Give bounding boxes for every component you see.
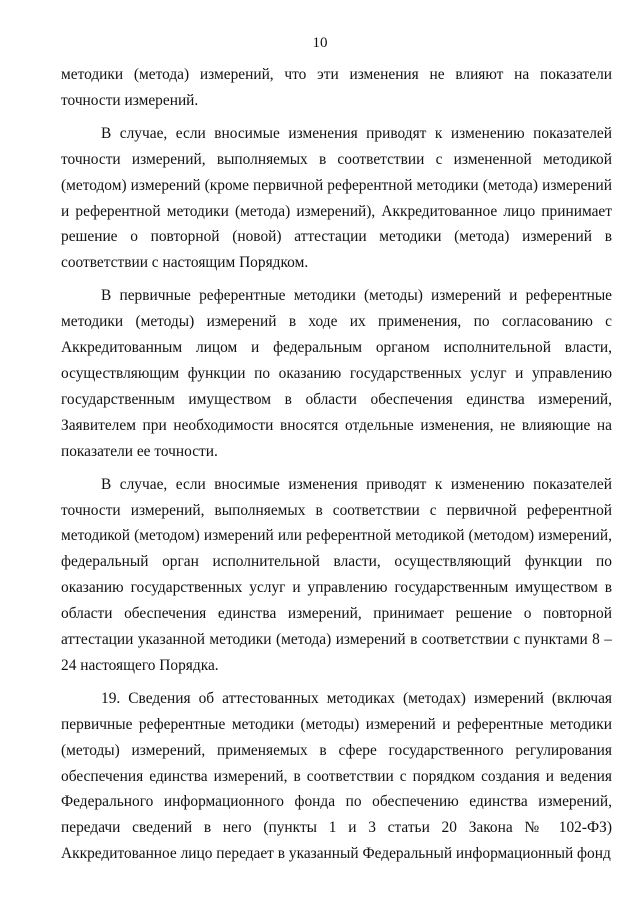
paragraph-reattestation: В случае, если вносимые изменения приводят к изменению показателей точности измерений, выполняемых в соответствии с первичной референтной методикой (методом) измерений или референтной методикой (методом) измерений, федеральный орган исполнительной власти, осуществляющий функции по оказанию государственных услуг и управлению государственным имуществом в области обеспечения единства измерений, принимает решение о повторной аттестации указанной методики (метода) измерений в соответствии с пунктами 8 – 24 настоящего Порядка.	[61, 475, 612, 674]
paragraph-continuation: методики (метода) измерений, что эти изменения не влияют на показатели точности измерений.	[61, 66, 612, 109]
paragraph-reference-methods: В первичные референтные методики (методы) измерений и референтные методики (методы) измерений в ходе их применения, по согласованию с Аккредитованным лицом и федеральным органом исполнительной власти, осуществляющим функции по оказанию государственных услуг и управлению государственным имуществом в области обеспечения единства измерений, Заявителем при необходимости вносятся отдельные изменения, не влияющие на показатели ее точности.	[61, 287, 612, 460]
page-number: 10	[312, 35, 328, 51]
paragraph-item-19: 19. Сведения об аттестованных методиках (методах) измерений (включая первичные референтные методики (методы) измерений и референтные методики (методы) измерений, применяемых в сфере государственного регулирования обеспечения единства измерений, в соответствии с порядком создания и ведения Федерального информационного фонда по обеспечению единства измерений, передачи сведений в него (пункты 1 и 3 статьи 20 Закона № 102-ФЗ) Аккредитованное лицо передает в указанный Федеральный информационный фонд	[61, 689, 612, 863]
document-body	[61, 62, 612, 867]
paragraph-change-accuracy: В случае, если вносимые изменения приводят к изменению показателей точности измерений, выполняемых в соответствии с измененной методикой (методом) измерений (кроме первичной референтной методики (метода) измерений и референтной методики (метода) измерений), Аккредитованное лицо принимает решение о повторной (новой) аттестации методики (метода) измерений в соответствии с настоящим Порядком.	[61, 124, 612, 272]
